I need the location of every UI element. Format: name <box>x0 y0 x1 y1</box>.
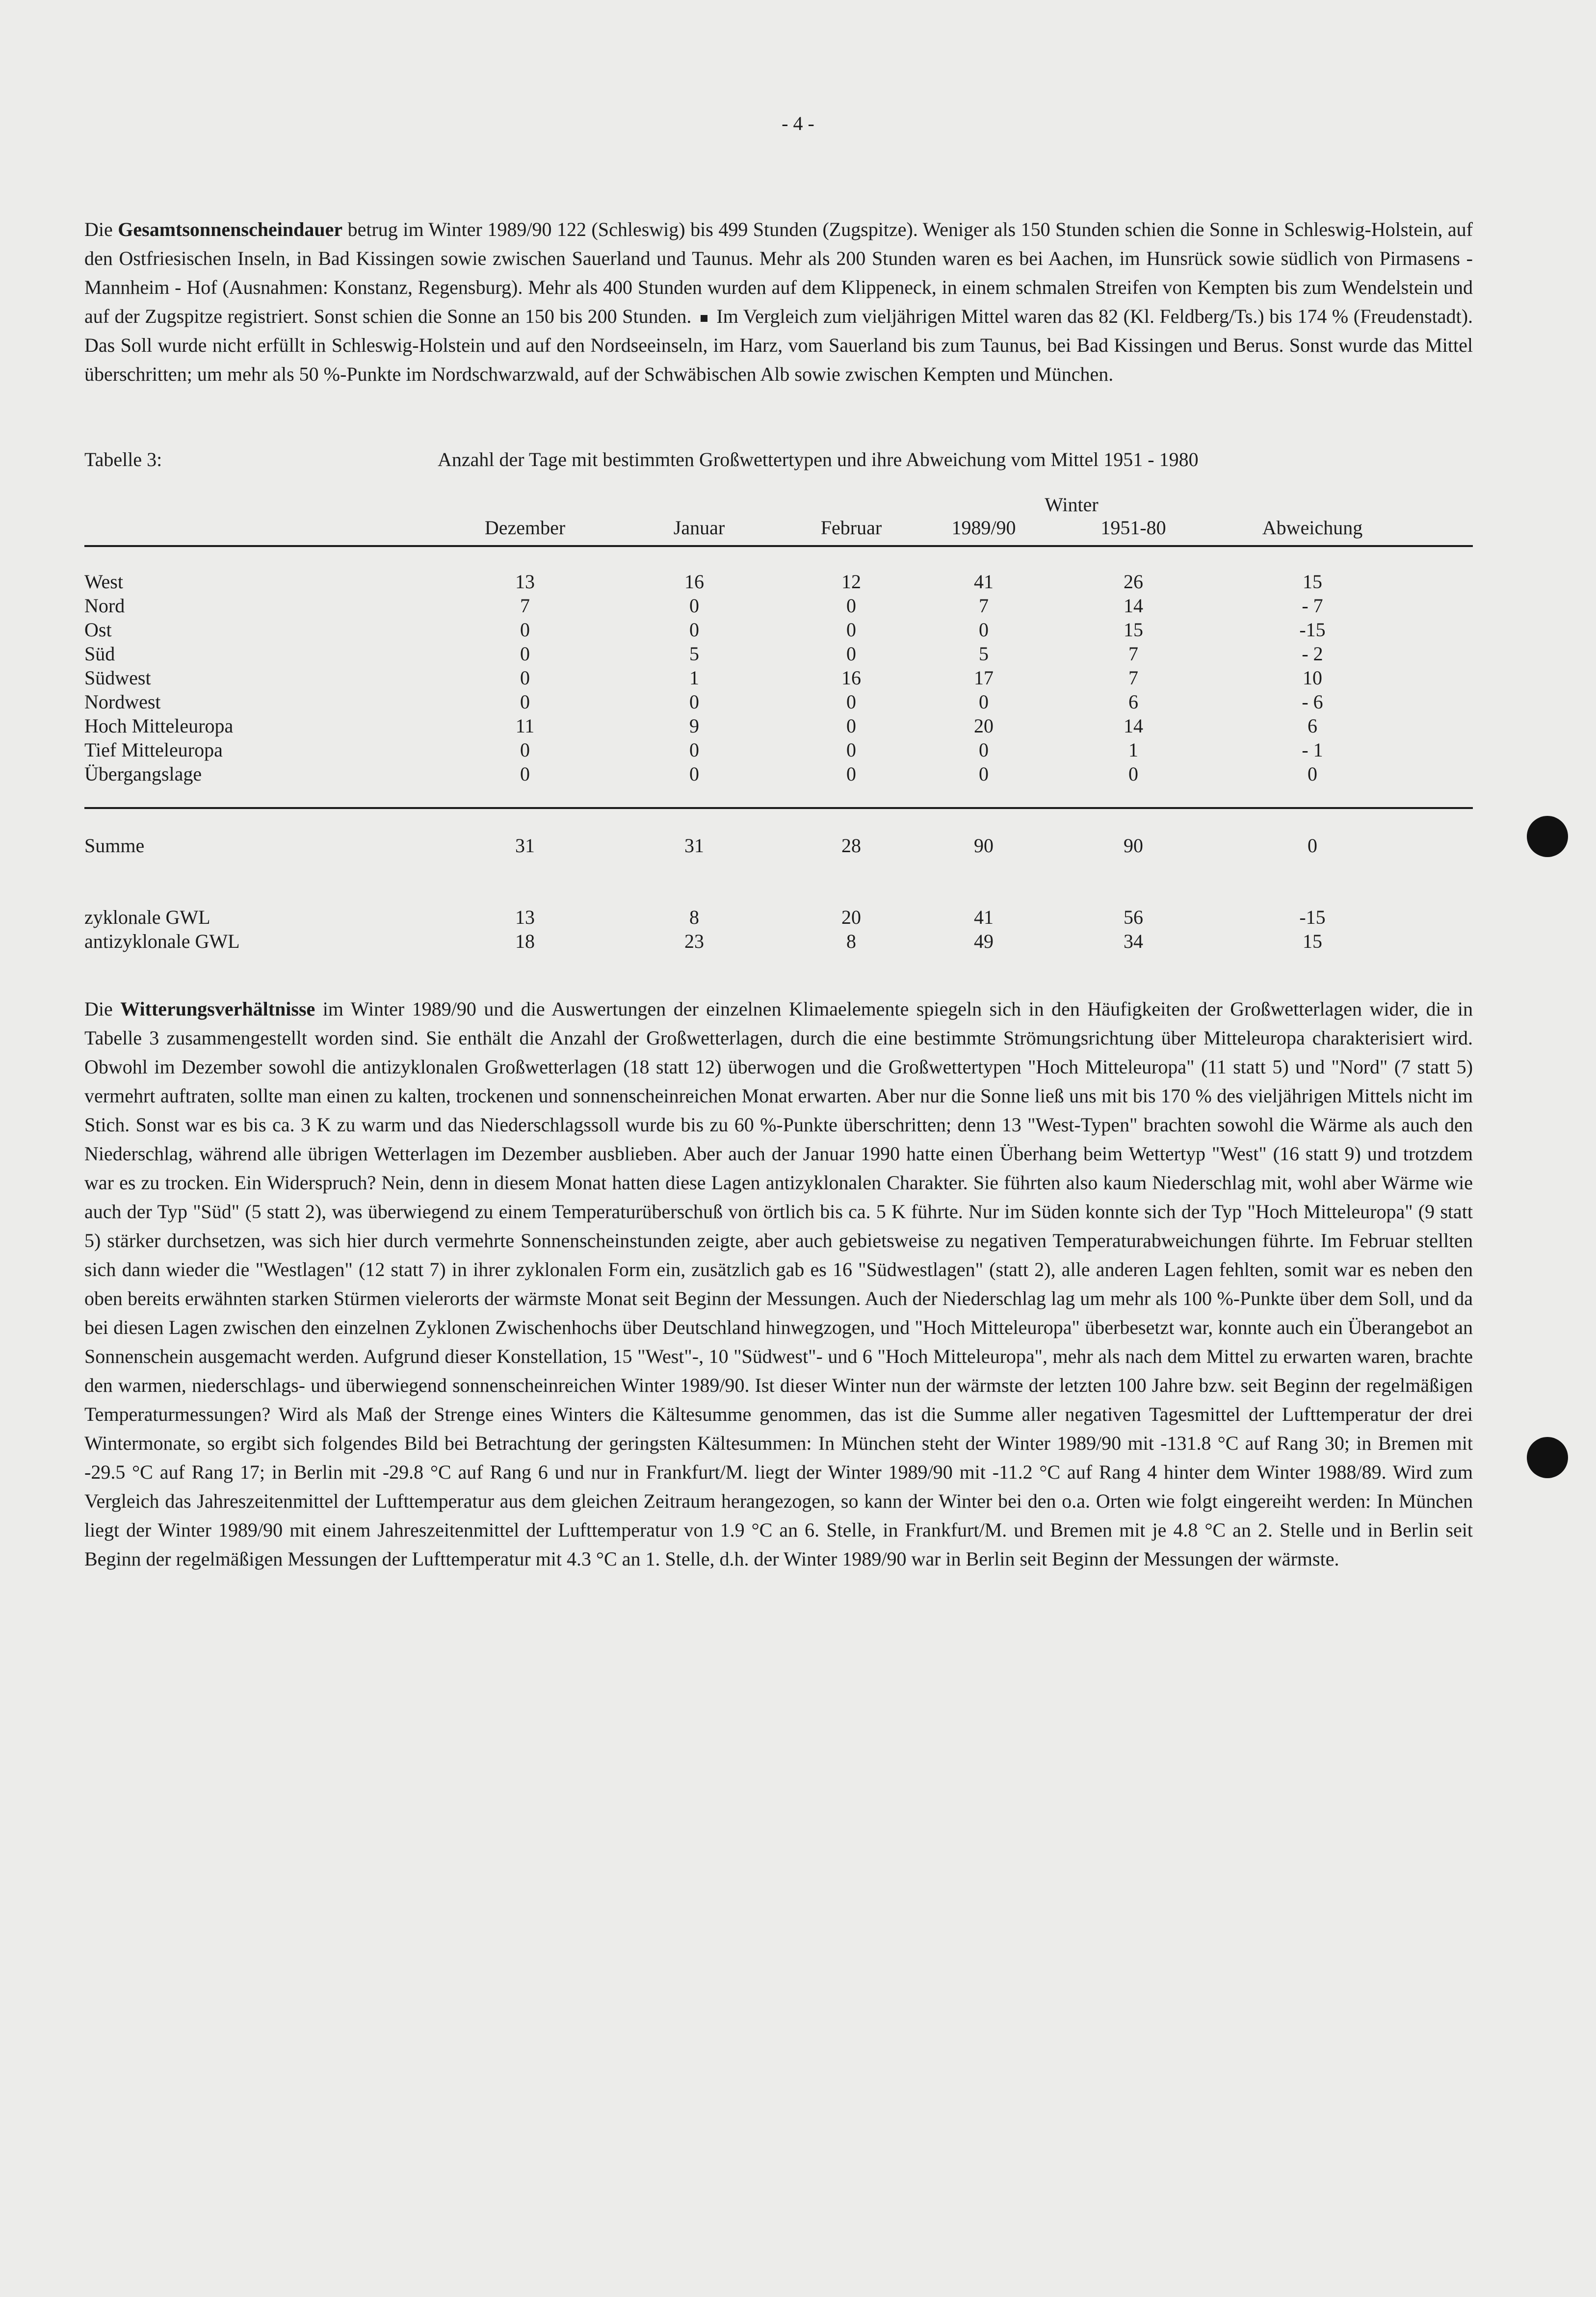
table-cell: 1 <box>1128 739 1138 761</box>
para2-lead: Die <box>84 998 121 1020</box>
table-cell: 7 <box>1128 643 1138 665</box>
weather-type-table <box>0 0 1596 981</box>
table-cell: -15 <box>1299 906 1326 928</box>
para1-lead: Die <box>84 218 118 240</box>
table-cell: 0 <box>520 739 530 761</box>
table-cell: 0 <box>846 739 856 761</box>
column-header: Dezember <box>484 517 566 539</box>
table-cell: - 6 <box>1302 691 1323 713</box>
table-cell: 0 <box>1308 763 1317 785</box>
table-cell: 0 <box>846 715 856 737</box>
table-cell: 34 <box>1124 930 1143 952</box>
row-label: Tief Mitteleuropa <box>84 739 223 761</box>
table-cell: - 7 <box>1302 595 1323 617</box>
table-cell: 6 <box>1128 691 1138 713</box>
table-cell: 0 <box>520 763 530 785</box>
table-cell: 0 <box>689 691 699 713</box>
row-label: zyklonale GWL <box>84 906 210 928</box>
table-cell: 0 <box>979 763 989 785</box>
sum-cell: 31 <box>684 835 704 857</box>
table-cell: 49 <box>974 930 994 952</box>
table-cell: 5 <box>979 643 989 665</box>
table-cell: 0 <box>689 763 699 785</box>
table-cell: 23 <box>684 930 704 952</box>
para2-body: im Winter 1989/90 und die Auswertungen der einzelnen Klimaelemente spiegeln sich in den Häufigkeiten der Großwetterlagen wider, die in Tabelle 3 zusammengestellt worden sind. Sie enthält die Anzahl der Großwetterlagen, durch die eine bestimmte Strömungsrichtung über Mitteleuropa charakterisiert wird. Obwohl im Dezember sowohl die antizyklonalen Großwetterlagen (18 statt 12) überwogen und die Großwettertypen "Hoch Mitteleuropa" (11 statt 5) und "Nord" (7 statt 5) vermehrt auftraten, sollte man einen zu kalten, trockenen und sonnenscheinreichen Monat erwarten. Aber nur die Sonne ließ uns mit bis 170 % des vieljährigen Mittels nicht im Stich. Sonst war es bis ca. 3 K zu warm und das Niederschlagssoll wurde bis zu 60 %-Punkte überschritten; denn 13 "West-Typen" brachten sowohl die Wärme als auch den Niederschlag, während alle übrigen Wetterlagen im Dezember ausblieben. Aber auch der Januar 1990 hatte einen Überhang beim Wettertyp "West" (16 statt 9) und trotzdem war es zu trocken. Ein Widerspruch? Nein, denn in diesem Monat hatten diese Lagen antizyklonalen Charakter. Sie führten also kaum Niederschlag mit, wohl aber Wärme wie auch der Typ "Süd" (5 statt 2), was überwiegend zu einem Temperaturüberschuß von örtlich bis ca. 5 K führte. Nur im Süden konnte sich der Typ "Hoch Mitteleuropa" (9 statt 5) stärker durchsetzen, was sich hier durch vermehrte Sonnenscheinstunden zeigte, aber auch gebietsweise zu negativen Temperaturabweichungen führte. Im Februar stellten sich dann wieder die "Westlagen" (12 statt 7) in ihrer zyklonalen Form ein, zusätzlich gab es 16 "Südwestlagen" (statt 2), alle anderen Lagen fehlten, somit war es neben den oben bereits erwähnten starken Stürmen vielerorts der wärmste Monat seit Beginn der Messungen. Auch der Niederschlag lag um mehr als 100 %-Punkte über dem Soll, und da bei diesen Lagen zwischen den einzelnen Zyklonen Zwischenhochs über Deutschland hinwegzogen, und "Hoch Mitteleuropa" überbesetzt war, konnte auch ein Überangebot an Sonnenschein ausgemacht werden. Aufgrund dieser Konstellation, 15 "West"-, 10 "Südwest"- und 6 "Hoch Mitteleuropa", mehr als nach dem Mittel zu erwarten waren, brachte den warmen, niederschlags- und überwiegend sonnenscheinreichen Winter 1989/90. Ist dieser Winter nun der wärmste der letzten 100 Jahre bzw. seit Beginn der regelmäßigen Temperaturmessungen? Wird als Maß der Strenge eines Winters die Kältesumme genommen, das ist die Summe aller negativen Tagesmittel der Lufttemperatur der drei Wintermonate, so ergibt sich folgendes Bild bei Betrachtung der geringsten Kältesummen: In München steht der Winter 1989/90 mit -131.8 °C auf Rang 30; in Bremen mit -29.5 °C auf Rang 17; in Berlin mit -29.8 °C auf Rang 6 und nur in Frankfurt/M. liegt der Winter 1989/90 mit -11.2 °C auf Rang 4 hinter dem Winter 1988/89. Wird zum Vergleich das Jahreszeitenmittel der Lufttemperatur aus dem gleichen Zeitraum herangezogen, so kann der Winter bei den o.a. Orten wie folgt eingereiht werden: In München liegt der Winter 1989/90 mit einem Jahreszeitenmittel der Lufttemperatur von 1.9 °C an 6. Stelle, in Frankfurt/M. und Bremen mit je 4.8 °C an 2. Stelle und in Berlin seit Beginn der regelmäßigen Messungen der Lufttemperatur mit 4.3 °C an 1. Stelle, d.h. der Winter 1989/90 war in Berlin seit Beginn der Messungen der wärmste. <box>84 998 1473 1570</box>
para1-part1: betrug im Winter 1989/90 122 (Schleswig) bis 499 Stunden (Zugspitze). Weniger als 150 Stunden schien die Sonne in Schleswig-Holstein, auf den Ostfriesischen Inseln, in Bad Kissingen sowie zwischen Sauerland und Taunus. Mehr als 200 Stunden waren es bei Aachen, im Hunsrück sowie südlich von Pirmasens - Mannheim - Hof (Ausnahmen: Konstanz, Regensburg). Mehr als 400 Stunden wurden auf dem Klippeneck, in einem schmalen Streifen von Kempten bis zum Wendelstein und auf der Zugspitze registriert. Sonst schien die Sonne an 150 bis 200 Stunden. <box>84 218 1473 327</box>
punch-hole-icon <box>1527 816 1568 857</box>
table-cell: 0 <box>689 595 699 617</box>
column-header: Januar <box>673 517 725 539</box>
table-cell: 0 <box>520 667 530 689</box>
table-cell: 14 <box>1124 595 1143 617</box>
table-cell: 0 <box>520 643 530 665</box>
table-cell: 13 <box>515 571 535 593</box>
table-cell: 0 <box>1128 763 1138 785</box>
row-label: Südwest <box>84 667 151 689</box>
row-label: antizyklonale GWL <box>84 930 240 952</box>
table-cell: 0 <box>846 691 856 713</box>
table-cell: 10 <box>1303 667 1322 689</box>
sum-cell: 0 <box>1308 835 1317 857</box>
table-cell: - 1 <box>1302 739 1323 761</box>
table-cell: - 2 <box>1302 643 1323 665</box>
table-cell: 9 <box>689 715 699 737</box>
header-group-winter: Winter <box>1045 494 1099 516</box>
table-cell: 26 <box>1124 571 1143 593</box>
table-cell: 12 <box>841 571 861 593</box>
table-title: Anzahl der Tage mit bestimmten Großwettertypen und ihre Abweichung vom Mittel 1951 - 1980 <box>438 448 1199 470</box>
table-cell: 0 <box>520 619 530 641</box>
table-cell: 18 <box>515 930 535 952</box>
column-header: Februar <box>820 517 882 539</box>
para1-part2: Im Vergleich zum vieljährigen Mittel waren das 82 (Kl. Feldberg/Ts.) bis 174 % (Freudenstadt). Das Soll wurde nicht erfüllt in Schleswig-Holstein und auf den Nordseeinseln, im Harz, vom Sauerland bis zum Taunus, bei Bad Kissingen und Berus. Sonst wurde das Mittel überschritten; um mehr als 50 %-Punkte im Nordschwarzwald, auf der Schwäbischen Alb sowie zwischen Kempten und München. <box>84 305 1473 385</box>
table-cell: -15 <box>1299 619 1326 641</box>
table-cell: 0 <box>846 595 856 617</box>
row-label: Übergangslage <box>84 763 202 785</box>
table-cell: 1 <box>689 667 699 689</box>
sum-cell: 90 <box>974 835 994 857</box>
table-cell: 7 <box>979 595 989 617</box>
para2-bold-term: Witterungsverhältnisse <box>120 998 315 1020</box>
sum-cell: 31 <box>515 835 535 857</box>
table-cell: 0 <box>520 691 530 713</box>
sum-cell: 90 <box>1124 835 1143 857</box>
column-header: Abweichung <box>1262 517 1363 539</box>
table-cell: 0 <box>689 619 699 641</box>
table-rule-sum <box>84 807 1473 809</box>
table-cell: 20 <box>841 906 861 928</box>
row-label: Nord <box>84 595 125 617</box>
table-cell: 11 <box>515 715 535 737</box>
sum-label: Summe <box>84 835 145 857</box>
table-cell: 14 <box>1124 715 1143 737</box>
column-header: 1989/90 <box>951 517 1016 539</box>
table-cell: 8 <box>689 906 699 928</box>
table-cell: 16 <box>841 667 861 689</box>
table-cell: 6 <box>1308 715 1317 737</box>
sum-cell: 28 <box>841 835 861 857</box>
table-cell: 7 <box>520 595 530 617</box>
table-label: Tabelle 3: <box>84 448 162 470</box>
table-cell: 13 <box>515 906 535 928</box>
table-cell: 15 <box>1124 619 1143 641</box>
row-label: Hoch Mitteleuropa <box>84 715 234 737</box>
table-cell: 0 <box>979 739 989 761</box>
table-cell: 0 <box>846 619 856 641</box>
table-cell: 5 <box>689 643 699 665</box>
paragraph-weather <box>84 994 1473 1573</box>
row-label: Süd <box>84 643 115 665</box>
table-cell: 0 <box>979 619 989 641</box>
table-cell: 7 <box>1128 667 1138 689</box>
row-label: West <box>84 571 123 593</box>
table-cell: 0 <box>979 691 989 713</box>
table-cell: 56 <box>1124 906 1143 928</box>
row-label: Ost <box>84 619 112 641</box>
row-label: Nordwest <box>84 691 161 713</box>
table-cell: 41 <box>974 571 994 593</box>
table-cell: 0 <box>846 763 856 785</box>
table-cell: 41 <box>974 906 994 928</box>
para1-bold-term: Gesamtsonnenscheindauer <box>118 218 343 240</box>
table-cell: 8 <box>846 930 856 952</box>
table-cell: 20 <box>974 715 994 737</box>
punch-hole-icon <box>1527 1437 1568 1478</box>
table-cell: 0 <box>689 739 699 761</box>
table-cell: 17 <box>974 667 994 689</box>
column-header: 1951-80 <box>1100 517 1166 539</box>
table-cell: 15 <box>1303 571 1322 593</box>
page-number: - 4 - <box>782 112 814 134</box>
table-rule-top <box>84 545 1473 547</box>
table-cell: 0 <box>846 643 856 665</box>
table-cell: 15 <box>1303 930 1322 952</box>
table-cell: 16 <box>684 571 704 593</box>
